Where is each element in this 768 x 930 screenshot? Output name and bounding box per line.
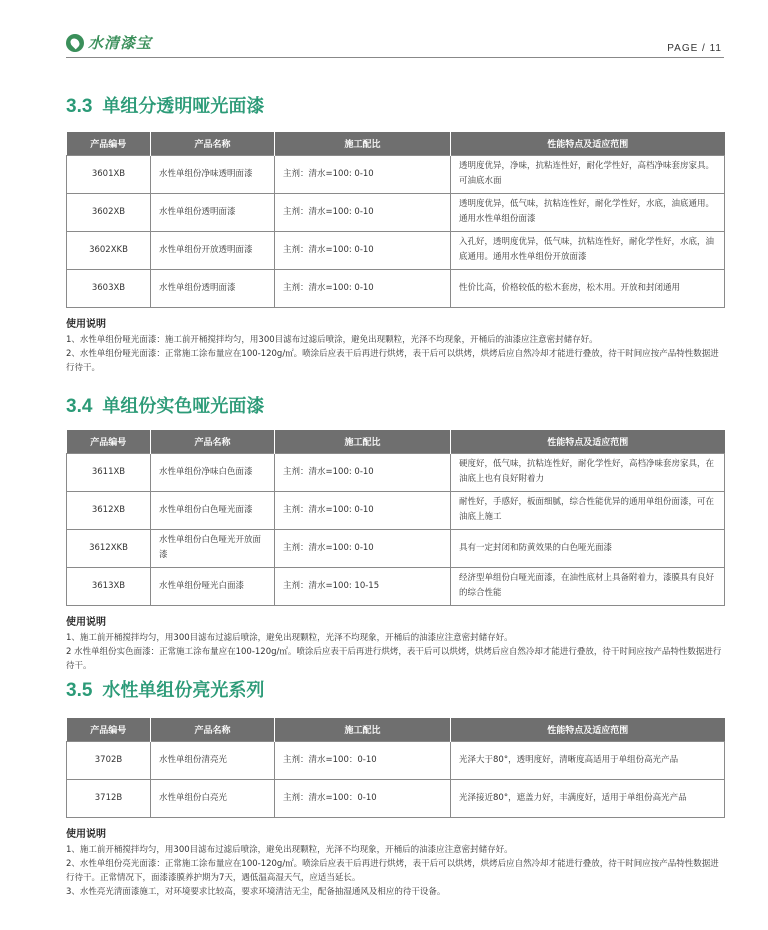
header-ratio: 施工配比 — [275, 718, 451, 741]
brand-name: 水清漆宝 — [88, 34, 153, 52]
table-row — [67, 269, 725, 307]
product-code: 3612XKB — [67, 529, 151, 567]
product-code: 3611XB — [67, 453, 151, 491]
product-name: 水性单组份净味白色面漆 — [151, 453, 275, 491]
product-feature: 性价比高，价格较低的松木套房，松木用。开放和封闭通用 — [451, 269, 725, 307]
leaf-logo-icon — [66, 34, 84, 52]
header-code: 产品编号 — [67, 132, 151, 155]
table-row — [67, 529, 725, 567]
table-row — [67, 779, 725, 817]
note-line: 2、水性单组份亮光面漆：正常施工涂布量应在100-120g/㎡。喷涂后应表干后再进行烘烤，表干后可以烘烤，烘烤后应自然冷却才能进行叠放，待干时间应按产品特性数据进行待干。正常情况下，面漆漆膜养护期为7天，遇低温高湿天气，应适当延长。 — [66, 858, 719, 883]
section-3-5 — [66, 676, 724, 899]
table-row — [67, 231, 725, 269]
table-row — [67, 567, 725, 605]
notes-title: 使用说明 — [66, 318, 106, 330]
header-ratio: 施工配比 — [275, 430, 451, 453]
header-name: 产品名称 — [151, 132, 275, 155]
product-table — [66, 430, 725, 606]
section-number: 3.5 — [66, 680, 93, 701]
note-line: 2、水性单组份哑光面漆：正常施工涂布量应在100-120g/㎡。喷涂后应表干后再进行烘烤，表干后可以烘烤，烘烤后应自然冷却才能进行叠放，待干时间应按产品特性数据进行待干。 — [66, 348, 719, 373]
notes-title: 使用说明 — [66, 828, 106, 840]
header-code: 产品编号 — [67, 718, 151, 741]
product-feature: 具有一定封闭和防黄效果的白色哑光面漆 — [451, 529, 725, 567]
brand-logo — [66, 32, 152, 53]
note-line: 1、施工前开桶搅拌均匀，用300目滤布过滤后喷涂，避免出现颗粒，光泽不均现象，开桶后的油漆应注意密封储存好。 — [66, 844, 513, 855]
note-line: 3、水性亮光清面漆施工，对环境要求比较高，要求环境清洁无尘，配备抽湿通风及相应的待干设备。 — [66, 886, 446, 897]
product-name: 水性单组份哑光白面漆 — [151, 567, 275, 605]
product-code: 3601XB — [67, 155, 151, 193]
mix-ratio: 主剂：清水=100：0-10 — [275, 779, 451, 817]
product-name: 水性单组份开放透明面漆 — [151, 231, 275, 269]
product-name: 水性单组份白色哑光开放面漆 — [151, 529, 275, 567]
section-title — [66, 392, 724, 418]
product-name: 水性单组份净味透明面漆 — [151, 155, 275, 193]
header-feature: 性能特点及适应范围 — [451, 430, 725, 453]
mix-ratio: 主剂：清水=100: 10-15 — [275, 567, 451, 605]
section-heading: 单组分透明哑光面漆 — [102, 96, 265, 117]
mix-ratio: 主剂：清水=100：0-10 — [275, 741, 451, 779]
product-name: 水性单组份白亮光 — [151, 779, 275, 817]
mix-ratio: 主剂：清水=100: 0-10 — [275, 491, 451, 529]
product-name: 水性单组份透明面漆 — [151, 269, 275, 307]
mix-ratio: 主剂：清水=100: 0-10 — [275, 231, 451, 269]
product-code: 3702B — [67, 741, 151, 779]
table-row — [67, 453, 725, 491]
table-row — [67, 741, 725, 779]
product-feature: 光泽大于80°，透明度好，清晰度高适用于单组份高光产品 — [451, 741, 725, 779]
table-header-row — [67, 132, 725, 155]
mix-ratio: 主剂：清水=100: 0-10 — [275, 155, 451, 193]
product-feature: 透明度优异，低气味，抗粘连性好，耐化学性好，水底，油底通用。通用水性单组份面漆 — [451, 193, 725, 231]
header-feature: 性能特点及适应范围 — [451, 132, 725, 155]
header-name: 产品名称 — [151, 430, 275, 453]
usage-notes — [66, 315, 724, 375]
table-row — [67, 155, 725, 193]
page-header — [0, 0, 768, 60]
product-code: 3602XB — [67, 193, 151, 231]
product-name: 水性单组份清亮光 — [151, 741, 275, 779]
header-ratio: 施工配比 — [275, 132, 451, 155]
section-title — [66, 92, 724, 118]
mix-ratio: 主剂：清水=100: 0-10 — [275, 453, 451, 491]
product-code: 3612XB — [67, 491, 151, 529]
notes-title: 使用说明 — [66, 616, 106, 628]
usage-notes — [66, 613, 724, 673]
mix-ratio: 主剂：清水=100: 0-10 — [275, 269, 451, 307]
section-heading: 单组份实色哑光面漆 — [102, 396, 265, 417]
section-number: 3.3 — [66, 96, 93, 117]
product-code: 3603XB — [67, 269, 151, 307]
note-line: 2 水性单组份实色面漆：正常施工涂布量应在100-120g/㎡。喷涂后应表干后再进行烘烤，表干后可以烘烤，烘烤后应自然冷却才能进行叠放，待干时间应按产品特性数据进行待干。 — [66, 646, 722, 671]
table-header-row — [67, 430, 725, 453]
product-feature: 光泽接近80°，遮盖力好，丰满度好，适用于单组份高光产品 — [451, 779, 725, 817]
section-3-3 — [66, 92, 724, 375]
product-feature: 透明度优异，净味，抗粘连性好，耐化学性好，高档净味套房家具。可油底水面 — [451, 155, 725, 193]
page-number: PAGE / 11 — [667, 43, 722, 54]
product-feature: 入孔好，透明度优异，低气味，抗粘连性好，耐化学性好，水底，油底通用。通用水性单组份开放面漆 — [451, 231, 725, 269]
product-table — [66, 132, 725, 308]
product-feature: 耐性好，手感好，板面细腻，综合性能优异的通用单组份面漆，可在油底上施工 — [451, 491, 725, 529]
table-header-row — [67, 718, 725, 741]
product-name: 水性单组份白色哑光面漆 — [151, 491, 275, 529]
product-code: 3712B — [67, 779, 151, 817]
usage-notes — [66, 825, 724, 899]
product-code: 3613XB — [67, 567, 151, 605]
table-row — [67, 193, 725, 231]
product-feature: 硬度好，低气味，抗粘连性好，耐化学性好，高档净味套房家具，在油底上也有良好附着力 — [451, 453, 725, 491]
table-row — [67, 491, 725, 529]
header-divider — [66, 57, 724, 58]
section-title — [66, 676, 724, 702]
note-line: 1、水性单组份哑光面漆：施工前开桶搅拌均匀，用300目滤布过滤后喷涂，避免出现颗粒，光泽不均现象，开桶后的油漆应注意密封储存好。 — [66, 334, 598, 345]
product-feature: 经济型单组份白哑光面漆，在油性底材上具备附着力，漆膜具有良好的综合性能 — [451, 567, 725, 605]
mix-ratio: 主剂：清水=100: 0-10 — [275, 529, 451, 567]
product-table — [66, 718, 725, 818]
section-3-4 — [66, 392, 724, 673]
product-code: 3602XKB — [67, 231, 151, 269]
mix-ratio: 主剂：清水=100: 0-10 — [275, 193, 451, 231]
product-name: 水性单组份透明面漆 — [151, 193, 275, 231]
section-number: 3.4 — [66, 396, 93, 417]
header-name: 产品名称 — [151, 718, 275, 741]
header-feature: 性能特点及适应范围 — [451, 718, 725, 741]
section-heading: 水性单组份亮光系列 — [102, 680, 265, 701]
note-line: 1、施工前开桶搅拌均匀，用300目滤布过滤后喷涂，避免出现颗粒，光泽不均现象，开桶后的油漆应注意密封储存好。 — [66, 632, 513, 643]
header-code: 产品编号 — [67, 430, 151, 453]
